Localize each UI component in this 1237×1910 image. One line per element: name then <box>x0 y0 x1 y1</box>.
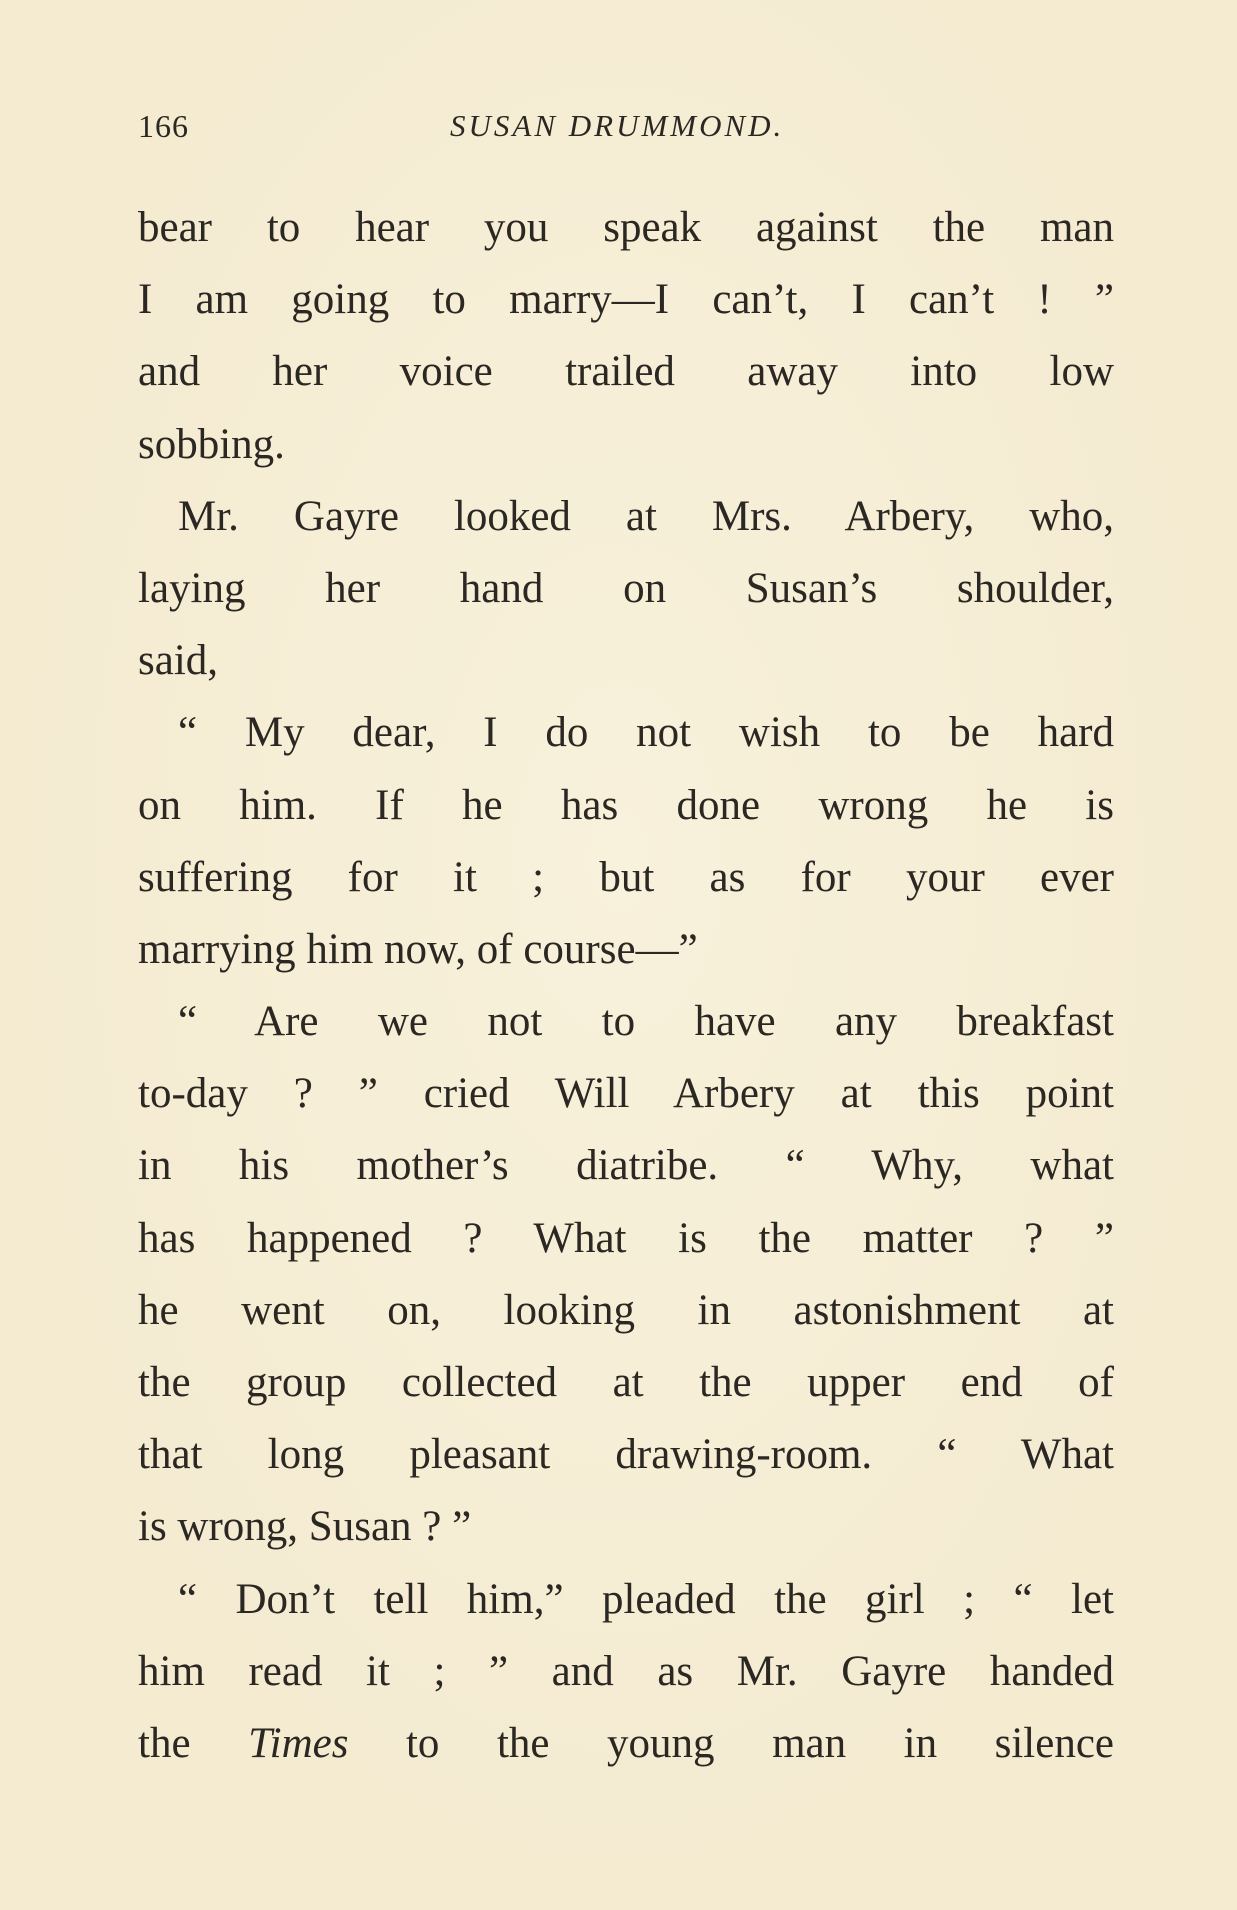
text-line: said, <box>138 637 219 685</box>
text-line: bear to hear you speak against the man <box>138 204 1114 251</box>
text-fragment: to the young man in silence <box>348 1719 1114 1767</box>
text-line: him read it ; ” and as Mr. Gayre handed <box>138 1647 1114 1695</box>
running-title: SUSAN DRUMMOND. <box>450 108 785 143</box>
text-line: to-day ? ” cried Will Arbery at this point <box>138 1070 1114 1118</box>
text-line: sobbing. <box>138 420 285 468</box>
text-line: is wrong, Susan ? ” <box>138 1503 472 1551</box>
text-line: has happened ? What is the matter ? ” <box>138 1214 1114 1262</box>
text-line: “ My dear, I do not wish to be hard <box>178 709 1114 757</box>
text-line: he went on, looking in astonishment at <box>138 1286 1114 1334</box>
text-line: Mr. Gayre looked at Mrs. Arbery, who, <box>178 492 1114 540</box>
text-line: suffering for it ; but as for your ever <box>138 853 1114 901</box>
text-line: “ Don’t tell him,” pleaded the girl ; “ let <box>178 1575 1114 1623</box>
text-line: on him. If he has done wrong he is <box>138 781 1114 829</box>
newspaper-title: Times <box>248 1719 349 1767</box>
text-line: I am going to marry—I can’t, I can’t ! ” <box>138 276 1114 324</box>
text-line: in his mother’s diatribe. “ Why, what <box>138 1142 1114 1190</box>
text-line: laying her hand on Susan’s shoulder, <box>138 564 1114 612</box>
text-line-final <box>138 1708 1114 1780</box>
text-line: “ Are we not to have any breakfast <box>178 998 1114 1046</box>
page-number: 166 <box>138 108 189 144</box>
text-line: the group collected at the upper end of <box>138 1359 1114 1406</box>
text-line: marrying him now, of course—” <box>138 925 698 973</box>
text-fragment: the <box>138 1719 249 1767</box>
text-line: and her voice trailed away into low <box>138 348 1114 396</box>
page-header <box>138 108 1103 152</box>
body-text <box>138 192 1114 1780</box>
text-line: that long pleasant drawing-room. “ What <box>138 1431 1114 1479</box>
